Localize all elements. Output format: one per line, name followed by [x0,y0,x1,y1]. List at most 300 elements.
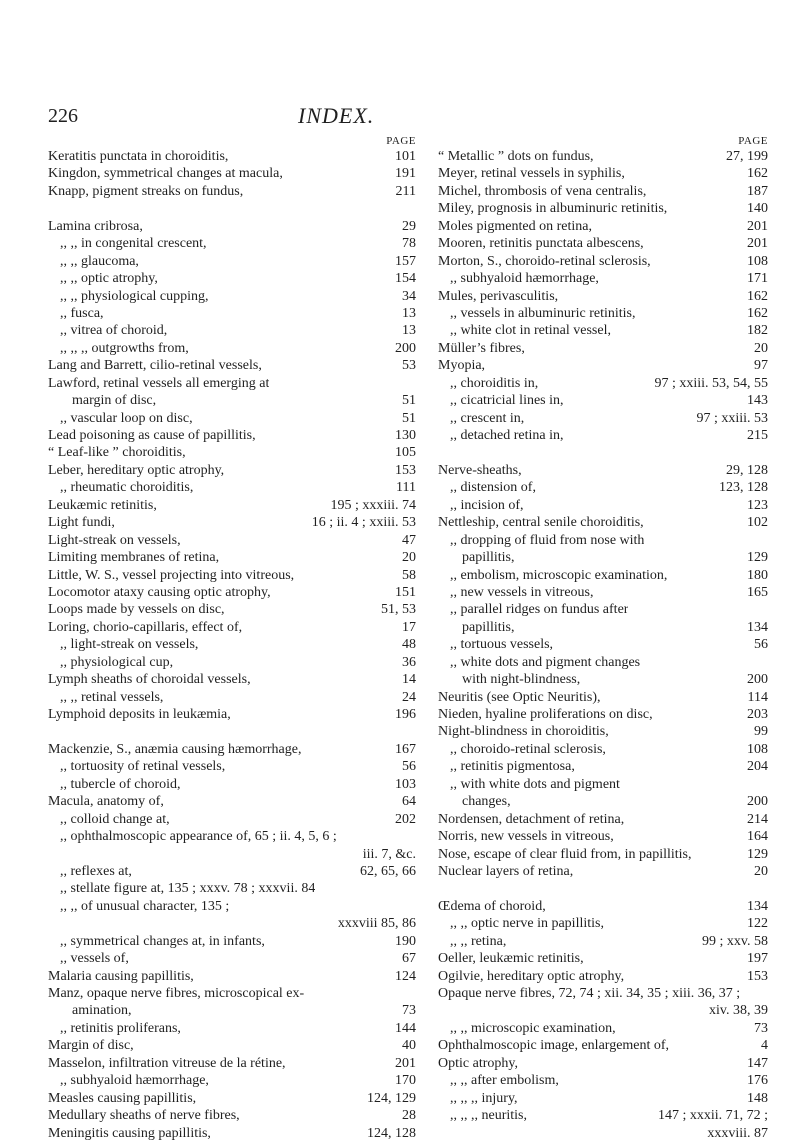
index-entry [438,479,768,496]
entry-label: ,, vitrea of choroid, [60,323,168,339]
index-entry [48,462,416,479]
entry-page-ref: 73 [754,1020,768,1036]
entry-label: ,, with white dots and pigment [450,776,620,792]
index-entry [48,1072,416,1089]
entry-page-ref: 176 [747,1073,768,1089]
index-entry [438,253,768,270]
index-entry [438,1125,768,1142]
entry-label: Optic atrophy, [438,1055,518,1071]
entry-label: papillitis, [462,619,515,635]
entry-label: Moles pigmented on retina, [438,218,592,234]
index-entry [438,584,768,601]
entry-label: amination, [72,1003,132,1019]
index-entry [438,758,768,775]
entry-label: ,, light-streak on vessels, [60,637,199,653]
entry-page-ref: 200 [747,794,768,810]
index-entry [438,497,768,514]
entry-label: ,, cicatricial lines in, [450,393,564,409]
entry-label: Norris, new vessels in vitreous, [438,829,614,845]
index-entry [438,880,768,897]
entry-page-ref: 165 [747,584,768,600]
index-entry [48,183,416,200]
entry-label: Lymph sheaths of choroidal vessels, [48,672,251,688]
entry-label: Meyer, retinal vessels in syphilis, [438,166,625,182]
index-entry [438,863,768,880]
page-column-label: PAGE [738,135,768,147]
index-entry [438,200,768,217]
index-entry [48,514,416,531]
entry-page-ref: 34 [402,288,416,304]
entry-page-ref: 17 [402,619,416,635]
index-entry [48,375,416,392]
entry-label: ,, retinitis proliferans, [60,1020,181,1036]
index-entry [48,148,416,165]
entry-page-ref: 53 [402,358,416,374]
entry-page-ref: 64 [402,794,416,810]
index-entry [48,898,416,915]
index-entry [48,1037,416,1054]
index-entry [438,444,768,461]
entry-label: ,, ,, retina, [450,933,507,949]
entry-page-ref: 201 [747,236,768,252]
entry-label: Morton, S., choroido-retinal sclerosis, [438,253,651,269]
index-entry [48,706,416,723]
entry-label: Macula, anatomy of, [48,794,164,810]
entry-page-ref: 153 [395,462,416,478]
entry-label: ,, ,, optic nerve in papillitis, [450,916,604,932]
page-title: INDEX. [298,103,375,128]
entry-page-ref: 191 [395,166,416,182]
index-entry [438,793,768,810]
entry-page-ref: 103 [395,776,416,792]
index-entry [438,270,768,287]
entry-label: Knapp, pigment streaks on fundus, [48,183,244,199]
entry-label: Nieden, hyaline proliferations on disc, [438,707,653,722]
index-entry [438,288,768,305]
entry-label: changes, [462,794,511,810]
entry-label: Light-streak on vessels, [48,532,181,548]
entry-page-ref: 58 [402,567,416,583]
entry-page-ref: 48 [402,637,416,653]
entry-label: Measles causing papillitis, [48,1090,197,1106]
entry-label: ,, ,, after embolism, [450,1073,559,1089]
entry-label: Nettleship, central senile choroiditis, [438,515,644,531]
index-entry [48,288,416,305]
entry-label: ,, ,, physiological cupping, [60,288,209,304]
entry-label: “ Metallic ” dots on fundus, [438,149,594,164]
entry-label: papillitis, [462,550,515,566]
entry-label: Œdema of choroid, [438,898,546,914]
entry-page-ref: 105 [395,445,416,461]
entry-label: ,, ophthalmoscopic appearance of, 65 ; ii. 4, 5, 6 ; [60,829,337,845]
index-entry [438,322,768,339]
entry-page-ref: 29, 128 [726,462,768,478]
entry-page-ref: 171 [747,271,768,287]
entry-page-ref: 144 [395,1020,416,1036]
index-entry [48,1002,416,1019]
index-entry [48,933,416,950]
index-entry [438,148,768,165]
entry-page-ref: 62, 65, 66 [360,863,416,879]
index-entry [48,758,416,775]
entry-label: Neuritis (see Optic Neuritis), [438,689,601,705]
entry-page-ref: 99 ; xxv. 58 [702,933,768,949]
entry-page-ref: 102 [747,515,768,531]
index-entry [438,723,768,740]
index-entry [438,462,768,479]
entry-page-ref: 13 [402,323,416,339]
entry-label: Oeller, leukæmic retinitis, [438,951,584,967]
entry-label: Medullary sheaths of nerve fibres, [48,1108,240,1124]
index-entry [48,549,416,566]
entry-page-ref: 167 [395,741,416,757]
entry-label: with night-blindness, [462,672,581,688]
entry-label: Malaria causing papillitis, [48,968,194,984]
entry-label: ,, rheumatic choroiditis, [60,480,194,496]
index-entry [438,654,768,671]
index-entry [48,863,416,880]
entry-page-ref: 130 [395,428,416,443]
entry-label: ,, crescent in, [450,410,525,426]
index-entry [48,741,416,758]
index-entry [438,706,768,723]
entry-page-ref: 4 [761,1038,768,1054]
entry-page-ref: 203 [747,707,768,722]
index-entry [48,322,416,339]
entry-label: ,, choroido-retinal sclerosis, [450,741,606,757]
entry-page-ref: 187 [747,183,768,199]
index-entry [438,828,768,845]
entry-page-ref: xxxviii. 87 [707,1125,768,1141]
entry-page-ref: 197 [747,951,768,967]
entry-page-ref: iii. 7, &c. [362,846,416,862]
entry-label: Nose, escape of clear fluid from, in papillitis, [438,846,692,862]
entry-page-ref: 14 [402,672,416,688]
entry-label: Keratitis punctata in choroiditis, [48,149,229,164]
entry-page-ref: 200 [747,672,768,688]
entry-label: ,, white clot in retinal vessel, [450,323,611,339]
entry-page-ref: 20 [402,550,416,566]
entry-page-ref: 134 [747,619,768,635]
entry-page-ref: 215 [747,428,768,443]
entry-label: ,, colloid change at, [60,811,170,827]
entry-page-ref: 147 ; xxxii. 71, 72 ; [657,1108,768,1124]
index-entry [48,253,416,270]
entry-label: ,, ,, microscopic examination, [450,1020,616,1036]
index-entry [48,1107,416,1124]
entry-label: ,, vessels in albuminuric retinitis, [450,305,636,321]
index-entry [438,619,768,636]
entry-page-ref: 182 [747,323,768,339]
index-entry [438,671,768,688]
index-entry [438,549,768,566]
entry-page-ref: 101 [395,149,416,164]
index-entry [48,497,416,514]
index-entry [438,1072,768,1089]
index-entry [438,1055,768,1072]
entry-page-ref: 180 [747,567,768,583]
entry-page-ref: 111 [396,480,416,496]
entry-page-ref: 97 [754,358,768,374]
index-entry [48,340,416,357]
entry-label: ,, symmetrical changes at, in infants, [60,933,265,949]
entry-page-ref: 28 [402,1108,416,1124]
entry-page-ref: 108 [747,741,768,757]
index-entry [438,1002,768,1019]
entry-page-ref: 201 [747,218,768,234]
entry-page-ref: 51 [402,410,416,426]
entry-page-ref: 204 [747,759,768,775]
entry-label: ,, subhyaloid hæmorrhage, [60,1073,209,1089]
index-entry [438,427,768,444]
entry-page-ref: 124 [395,968,416,984]
entry-label: ,, embolism, microscopic examination, [450,567,668,583]
entry-label: ,, ,, of unusual character, 135 ; [60,898,230,914]
entry-page-ref: 124, 128 [367,1125,416,1141]
index-entry [438,392,768,409]
entry-label: ,, subhyaloid hæmorrhage, [450,271,599,287]
entry-label: ,, retinitis pigmentosa, [450,759,575,775]
index-entry [48,723,416,740]
entry-page-ref: 211 [395,183,416,199]
index-entry [48,444,416,461]
entry-page-ref: 170 [395,1073,416,1089]
entry-page-ref: 13 [402,305,416,321]
entry-page-ref: 56 [754,637,768,653]
entry-label: Mules, perivasculitis, [438,288,559,304]
index-entry [48,305,416,322]
index-entry [48,846,416,863]
index-entry [48,950,416,967]
entry-label: Michel, thrombosis of vena centralis, [438,183,647,199]
index-entry [48,479,416,496]
entry-label: “ Leaf-like ” choroiditis, [48,445,186,461]
entry-page-ref: 200 [395,340,416,356]
index-entry [48,985,416,1002]
index-entry [48,915,416,932]
entry-label: Myopia, [438,358,486,374]
entry-page-ref: 153 [747,968,768,984]
entry-page-ref: 99 [754,724,768,740]
index-entry [438,776,768,793]
entry-page-ref: 162 [747,166,768,182]
index-entry [438,898,768,915]
entry-label: Manz, opaque nerve fibres, microscopical ex- [48,986,305,1001]
entry-page-ref: 129 [747,846,768,862]
index-entry [438,183,768,200]
entry-page-ref: 162 [747,288,768,304]
entry-label: Nerve-sheaths, [438,462,522,478]
entry-page-ref: 202 [395,811,416,827]
entry-page-ref: 124, 129 [367,1090,416,1106]
entry-label: ,, detached retina in, [450,428,564,443]
index-entry [48,1055,416,1072]
entry-page-ref: 195 ; xxxiii. 74 [330,497,416,513]
entry-page-ref: 67 [402,951,416,967]
entry-label: Night-blindness in choroiditis, [438,724,609,740]
entry-label: ,, choroiditis in, [450,375,539,391]
index-entry [48,392,416,409]
index-entry [48,654,416,671]
index-entry-list [48,148,416,1142]
entry-page-ref: 201 [395,1055,416,1071]
entry-label: Limiting membranes of retina, [48,550,220,566]
entry-page-ref: 56 [402,759,416,775]
entry-label: ,, ,, ,, outgrowths from, [60,340,189,356]
entry-page-ref: 122 [747,916,768,932]
index-entry [48,1020,416,1037]
entry-page-ref: 123 [747,497,768,513]
index-entry [48,1125,416,1142]
entry-page-ref: 16 ; ii. 4 ; xxiii. 53 [311,515,416,531]
entry-label: Margin of disc, [48,1038,134,1054]
index-entry [438,532,768,549]
entry-label: ,, distension of, [450,480,536,496]
entry-label: Lymphoid deposits in leukæmia, [48,707,231,722]
entry-label: Miley, prognosis in albuminuric retinitis, [438,201,668,217]
entry-label: Nordensen, detachment of retina, [438,811,625,827]
entry-label: ,, ,, retinal vessels, [60,689,164,705]
entry-label: ,, ,, glaucoma, [60,253,139,269]
index-entry [48,427,416,444]
index-entry [438,985,768,1002]
index-entry [438,375,768,392]
entry-label: Leukæmic retinitis, [48,497,157,513]
entry-page-ref: 40 [402,1038,416,1054]
page-number: 226 [48,105,78,127]
entry-label: Loring, chorio-capillaris, effect of, [48,619,243,635]
entry-page-ref: 27, 199 [726,149,768,164]
index-entry [48,1090,416,1107]
entry-label: Lawford, retinal vessels all emerging at [48,375,270,391]
index-entry [438,514,768,531]
index-entry [48,601,416,618]
entry-page-ref: 162 [747,305,768,321]
entry-page-ref: 20 [754,863,768,879]
index-entry [438,915,768,932]
entry-page-ref: 108 [747,253,768,269]
entry-label: ,, tortuous vessels, [450,637,554,653]
index-entry [48,532,416,549]
entry-label: ,, vessels of, [60,951,129,967]
index-entry [438,410,768,427]
index-entry [48,793,416,810]
index-entry [438,567,768,584]
index-entry [438,689,768,706]
entry-page-ref: 47 [402,532,416,548]
entry-page-ref: 123, 128 [719,480,768,496]
entry-label: ,, incision of, [450,497,524,513]
entry-label: Lang and Barrett, cilio-retinal vessels, [48,358,262,374]
entry-page-ref: 20 [754,340,768,356]
entry-label: ,, ,, optic atrophy, [60,271,158,287]
entry-page-ref: 157 [395,253,416,269]
entry-page-ref: 24 [402,689,416,705]
index-entry [48,811,416,828]
entry-label: ,, ,, ,, neuritis, [450,1108,527,1124]
index-entry [48,567,416,584]
index-entry [438,741,768,758]
entry-page-ref: xxxviii 85, 86 [337,916,416,932]
index-entry [438,165,768,182]
entry-label: Nuclear layers of retina, [438,863,574,879]
entry-label: Müller’s fibres, [438,340,525,356]
index-entry [438,811,768,828]
entry-page-ref: 51 [402,393,416,409]
index-column-right [438,135,768,1142]
entry-page-ref: 97 ; xxiii. 53 [696,410,768,426]
index-entry [438,950,768,967]
entry-label: Locomotor ataxy causing optic atrophy, [48,584,271,600]
index-entry [438,968,768,985]
index-entry-list [438,148,768,1142]
index-entry [438,235,768,252]
entry-label: ,, new vessels in vitreous, [450,584,594,600]
entry-label: Light fundi, [48,515,115,531]
index-entry [48,636,416,653]
entry-page-ref: xiv. 38, 39 [709,1003,768,1019]
index-entry [48,235,416,252]
index-entry [48,671,416,688]
index-entry [48,200,416,217]
index-entry [48,270,416,287]
entry-label: ,, reflexes at, [60,863,132,879]
entry-label: ,, tubercle of choroid, [60,776,181,792]
index-entry [438,1020,768,1037]
entry-page-ref: 164 [747,829,768,845]
index-entry [438,1090,768,1107]
entry-page-ref: 29 [402,218,416,234]
index-entry [48,619,416,636]
index-entry [48,968,416,985]
entry-page-ref: 134 [747,898,768,914]
entry-label: Kingdon, symmetrical changes at macula, [48,166,283,182]
entry-label: ,, physiological cup, [60,654,174,670]
entry-page-ref: 147 [747,1055,768,1071]
entry-label: Ogilvie, hereditary optic atrophy, [438,968,625,984]
entry-page-ref: 36 [402,654,416,670]
entry-label: Opaque nerve fibres, 72, 74 ; xii. 34, 35 ; xiii. 36, 37 ; [438,986,741,1001]
entry-page-ref: 78 [402,236,416,252]
index-entry [438,1037,768,1054]
entry-page-ref: 51, 53 [381,602,416,618]
index-entry [48,828,416,845]
index-entry [48,410,416,427]
index-entry [438,357,768,374]
index-entry [438,846,768,863]
entry-label: ,, vascular loop on disc, [60,410,193,426]
entry-label: ,, white dots and pigment changes [450,654,641,670]
entry-label: ,, dropping of fluid from nose with [450,532,645,548]
entry-label: ,, stellate figure at, 135 ; xxxv. 78 ; xxxvii. 84 [60,881,316,897]
entry-label: Mooren, retinitis punctata albescens, [438,236,644,252]
entry-label: Little, W. S., vessel projecting into vitreous, [48,567,295,583]
entry-page-ref: 151 [395,584,416,600]
index-entry [438,305,768,322]
entry-page-ref: 196 [395,707,416,722]
entry-label: Ophthalmoscopic image, enlargement of, [438,1038,670,1054]
entry-page-ref: 114 [747,689,768,705]
entry-label: Lamina cribrosa, [48,218,143,234]
entry-label: Loops made by vessels on disc, [48,602,225,618]
entry-page-ref: 154 [395,271,416,287]
index-entry [438,340,768,357]
entry-page-ref: 140 [747,201,768,217]
entry-label: ,, ,, in congenital crescent, [60,236,207,252]
index-entry [48,357,416,374]
entry-label: ,, ,, ,, injury, [450,1090,518,1106]
index-entry [438,636,768,653]
